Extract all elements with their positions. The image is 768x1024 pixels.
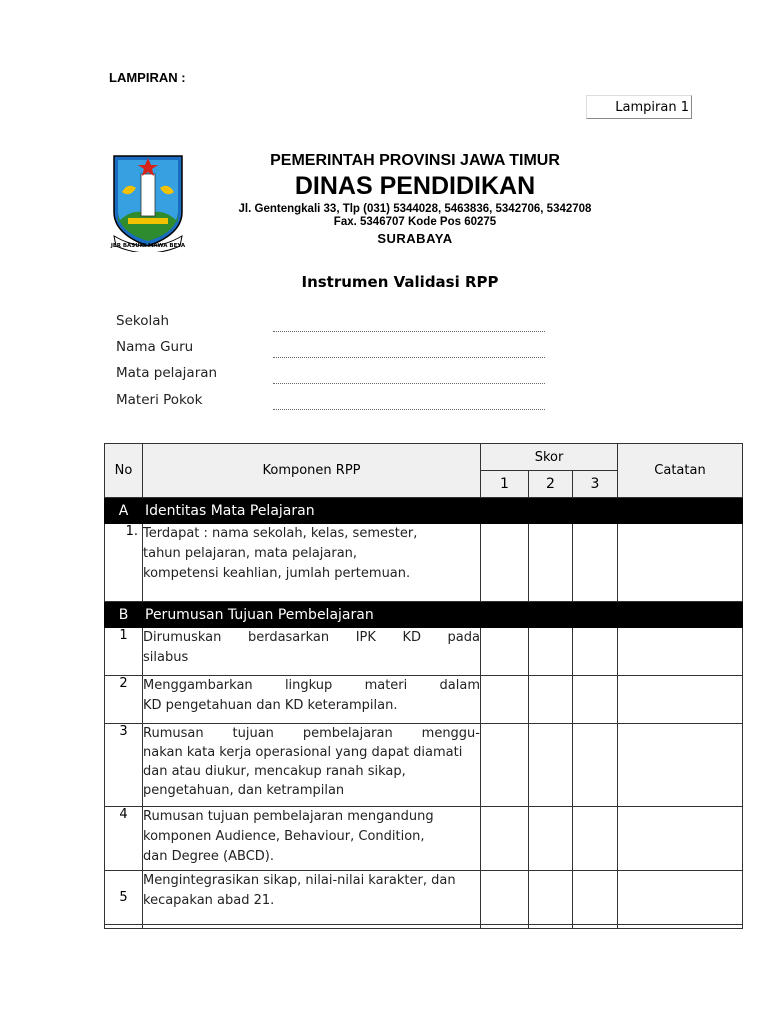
table-row	[105, 871, 743, 925]
notes-cell[interactable]	[618, 628, 743, 676]
row-number: 1	[105, 628, 143, 676]
agency-name: DINAS PENDIDIKAN	[294, 172, 536, 200]
row-number: 1.	[105, 524, 143, 602]
score-cell-3[interactable]	[573, 628, 618, 676]
score-cell-3[interactable]	[573, 724, 618, 807]
notes-cell[interactable]	[618, 524, 743, 602]
field-line-school[interactable]	[273, 331, 545, 332]
east-java-emblem-logo	[108, 152, 188, 252]
field-label-topic: Materi Pokok	[116, 392, 203, 408]
row-component: Menggambarkan lingkup materi dalam KD pengetahuan dan KD keterampilan.	[143, 676, 481, 724]
attachment-label: LAMPIRAN :	[109, 70, 186, 85]
row-component: Mengintegrasikan sikap, nilai-nilai karakter, dan kecapakan abad 21.	[143, 871, 481, 925]
notes-cell[interactable]	[618, 871, 743, 925]
field-line-teacher[interactable]	[273, 357, 545, 358]
section-row-a	[105, 498, 743, 524]
section-row-b	[105, 602, 743, 628]
document-title: Instrumen Validasi RPP	[301, 273, 499, 291]
rpp-validation-table	[104, 443, 743, 929]
field-line-topic[interactable]	[273, 409, 545, 410]
section-title: Perumusan Tujuan Pembelajaran	[143, 602, 743, 628]
row-component: Dirumuskan berdasarkan IPK KD pada silabus	[143, 628, 481, 676]
notes-cell[interactable]	[618, 676, 743, 724]
header-score-2: 2	[529, 471, 573, 498]
score-cell-2[interactable]	[529, 724, 573, 807]
score-cell-3[interactable]	[573, 676, 618, 724]
table-row	[105, 925, 743, 929]
province-name: PEMERINTAH PROVINSI JAWA TIMUR	[270, 152, 560, 169]
row-component: Terdapat : nama sekolah, kelas, semester, tahun pelajaran, mata pelajaran, kompetensi keahlian, jumlah pertemuan.	[143, 524, 481, 602]
score-cell-2[interactable]	[529, 807, 573, 871]
row-number: 4	[105, 807, 143, 871]
header-score-1: 1	[481, 471, 529, 498]
score-cell-2[interactable]	[529, 628, 573, 676]
agency-address: Jl. Gentengkali 33, Tlp (031) 5344028, 5463836, 5342706, 5342708 Fax. 5346707 Kode Pos 60275	[238, 203, 592, 228]
row-component: Rumusan tujuan pembelajaran menggu- nakan kata kerja operasional yang dapat diamati dan atau diukur, mencakup ranah sikap, pengetahuan, dan ketrampilan	[143, 724, 481, 807]
score-cell-1[interactable]	[481, 724, 529, 807]
score-cell-1[interactable]	[481, 524, 529, 602]
field-label-school: Sekolah	[116, 313, 170, 329]
header-score: Skor	[481, 444, 618, 471]
notes-cell[interactable]	[618, 807, 743, 871]
score-cell-2[interactable]	[529, 871, 573, 925]
svg-text:JER BASUKI MAWA BEYA: JER BASUKI MAWA BEYA	[110, 243, 186, 249]
row-number: 3	[105, 724, 143, 807]
score-cell-1[interactable]	[481, 676, 529, 724]
score-cell-3[interactable]	[573, 807, 618, 871]
score-cell-3[interactable]	[573, 524, 618, 602]
section-title: Identitas Mata Pelajaran	[143, 498, 743, 524]
section-letter: B	[105, 602, 143, 628]
score-cell-2[interactable]	[529, 524, 573, 602]
header-no: No	[105, 444, 143, 498]
agency-city: SURABAYA	[377, 231, 453, 246]
table-row	[105, 676, 743, 724]
attachment-box: Lampiran 1	[586, 95, 692, 119]
score-cell-1[interactable]	[481, 871, 529, 925]
header-score-3: 3	[573, 471, 618, 498]
field-line-subject[interactable]	[273, 383, 545, 384]
row-number: 2	[105, 676, 143, 724]
score-cell-1[interactable]	[481, 807, 529, 871]
score-cell-3[interactable]	[573, 871, 618, 925]
header-notes: Catatan	[618, 444, 743, 498]
notes-cell[interactable]	[618, 724, 743, 807]
row-number: 5	[105, 871, 143, 925]
table-row	[105, 807, 743, 871]
header-component: Komponen RPP	[143, 444, 481, 498]
section-letter: A	[105, 498, 143, 524]
table-row	[105, 628, 743, 676]
field-label-subject: Mata pelajaran	[116, 365, 218, 381]
field-label-teacher: Nama Guru	[116, 339, 194, 355]
row-component: Rumusan tujuan pembelajaran mengandung komponen Audience, Behaviour, Condition, dan Degree (ABCD).	[143, 807, 481, 871]
score-cell-1[interactable]	[481, 628, 529, 676]
table-row	[105, 524, 743, 602]
table-row	[105, 724, 743, 807]
score-cell-2[interactable]	[529, 676, 573, 724]
